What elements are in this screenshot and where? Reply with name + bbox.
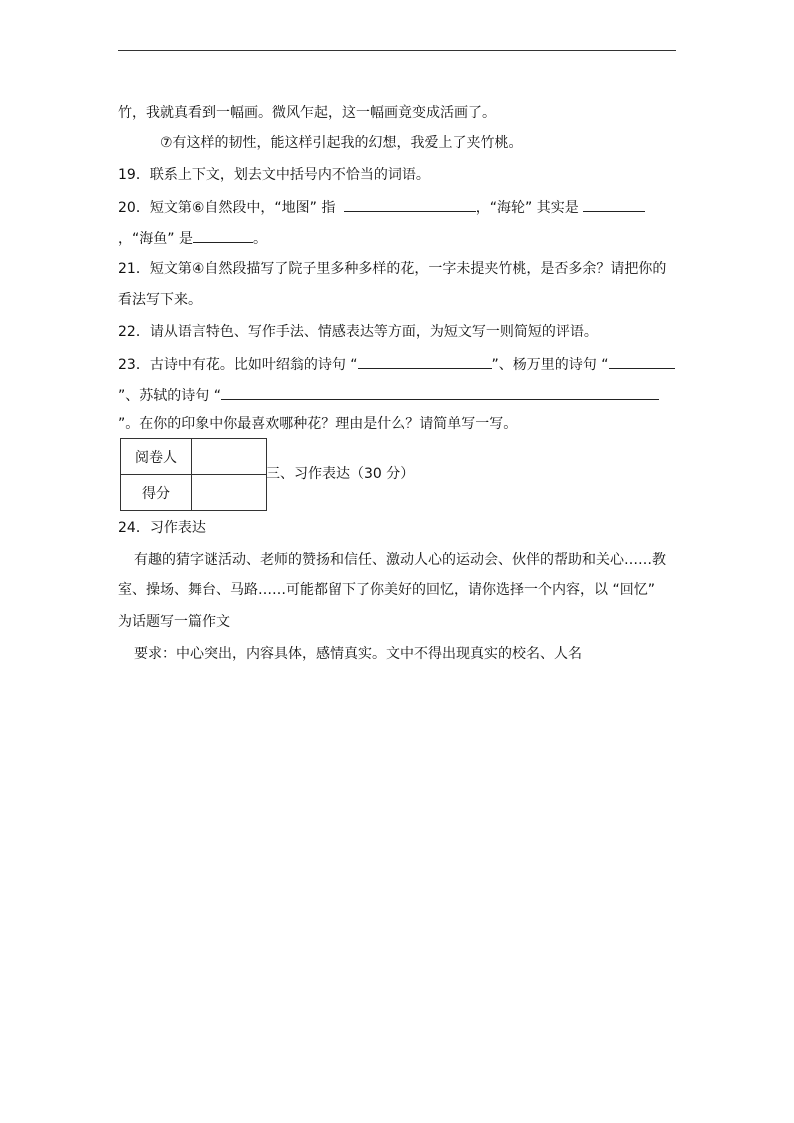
prompt-line: 为话题写一篇作文: [118, 614, 230, 630]
prompt-line: 有趣的猜字谜活动、老师的赞扬和信任、激动人心的运动会、伙伴的帮助和关心……教: [134, 552, 666, 568]
requirements-line: 要求：中心突出，内容具体，感情真实。文中不得出现真实的校名、人名: [134, 646, 582, 662]
answer-blank[interactable]: [358, 354, 492, 369]
question-19: 19．联系上下文，划去文中括号内不恰当的词语。: [118, 167, 430, 183]
section-title: 三、习作表达（30 分）: [266, 466, 415, 482]
answer-blank[interactable]: [344, 197, 476, 212]
question-21: 21．短文第④自然段描写了院子里多种多样的花，一字未提夹竹桃，是否多余？请把你的: [118, 261, 667, 277]
question-20-cont: [118, 228, 267, 249]
question-23-text-a: 23．古诗中有花。比如叶绍翁的诗句 “: [118, 357, 358, 373]
question-22: 22．请从语言特色、写作手法、情感表达等方面，为短文写一则简短的评语。: [118, 324, 598, 340]
header-rule: [118, 50, 676, 51]
question-21-cont: 看法写下来。: [118, 292, 202, 308]
passage-line: 竹，我就真看到一幅画。微风乍起，这一幅画竟变成活画了。: [118, 105, 496, 121]
reviewer-label: 阅卷人: [121, 439, 192, 475]
question-23-cont: [118, 385, 659, 406]
score-label: 得分: [121, 475, 192, 511]
answer-blank[interactable]: [193, 228, 253, 243]
question-23-text-c: ”、苏轼的诗句 “: [118, 388, 221, 404]
question-20-text-a: 20．短文第⑥自然段中，“地图” 指: [118, 200, 336, 216]
question-24: 24．习作表达: [118, 520, 206, 536]
question-23-end: ”。在你的印象中你最喜欢哪种花？理由是什么？请简单写一写。: [118, 416, 518, 432]
reviewer-cell[interactable]: [192, 439, 267, 475]
question-20-text-d: 。: [252, 231, 267, 247]
question-20: [118, 197, 645, 218]
answer-blank[interactable]: [583, 197, 645, 212]
question-23: [118, 354, 675, 375]
question-20-text-b: ，“海轮” 其实是: [475, 200, 579, 216]
question-23-text-b: ”、杨万里的诗句 “: [491, 357, 609, 373]
question-20-text-c: ，“海鱼” 是: [118, 231, 193, 247]
answer-blank[interactable]: [221, 385, 659, 400]
answer-blank[interactable]: [609, 354, 675, 369]
score-cell[interactable]: [192, 475, 267, 511]
score-table: [120, 438, 267, 511]
passage-paragraph-7: ⑦有这样的韧性，能这样引起我的幻想，我爱上了夹竹桃。: [160, 135, 523, 151]
prompt-line: 室、操场、舞台、马路……可能都留下了你美好的回忆，请你选择一个内容，以 “回忆”: [118, 582, 655, 598]
